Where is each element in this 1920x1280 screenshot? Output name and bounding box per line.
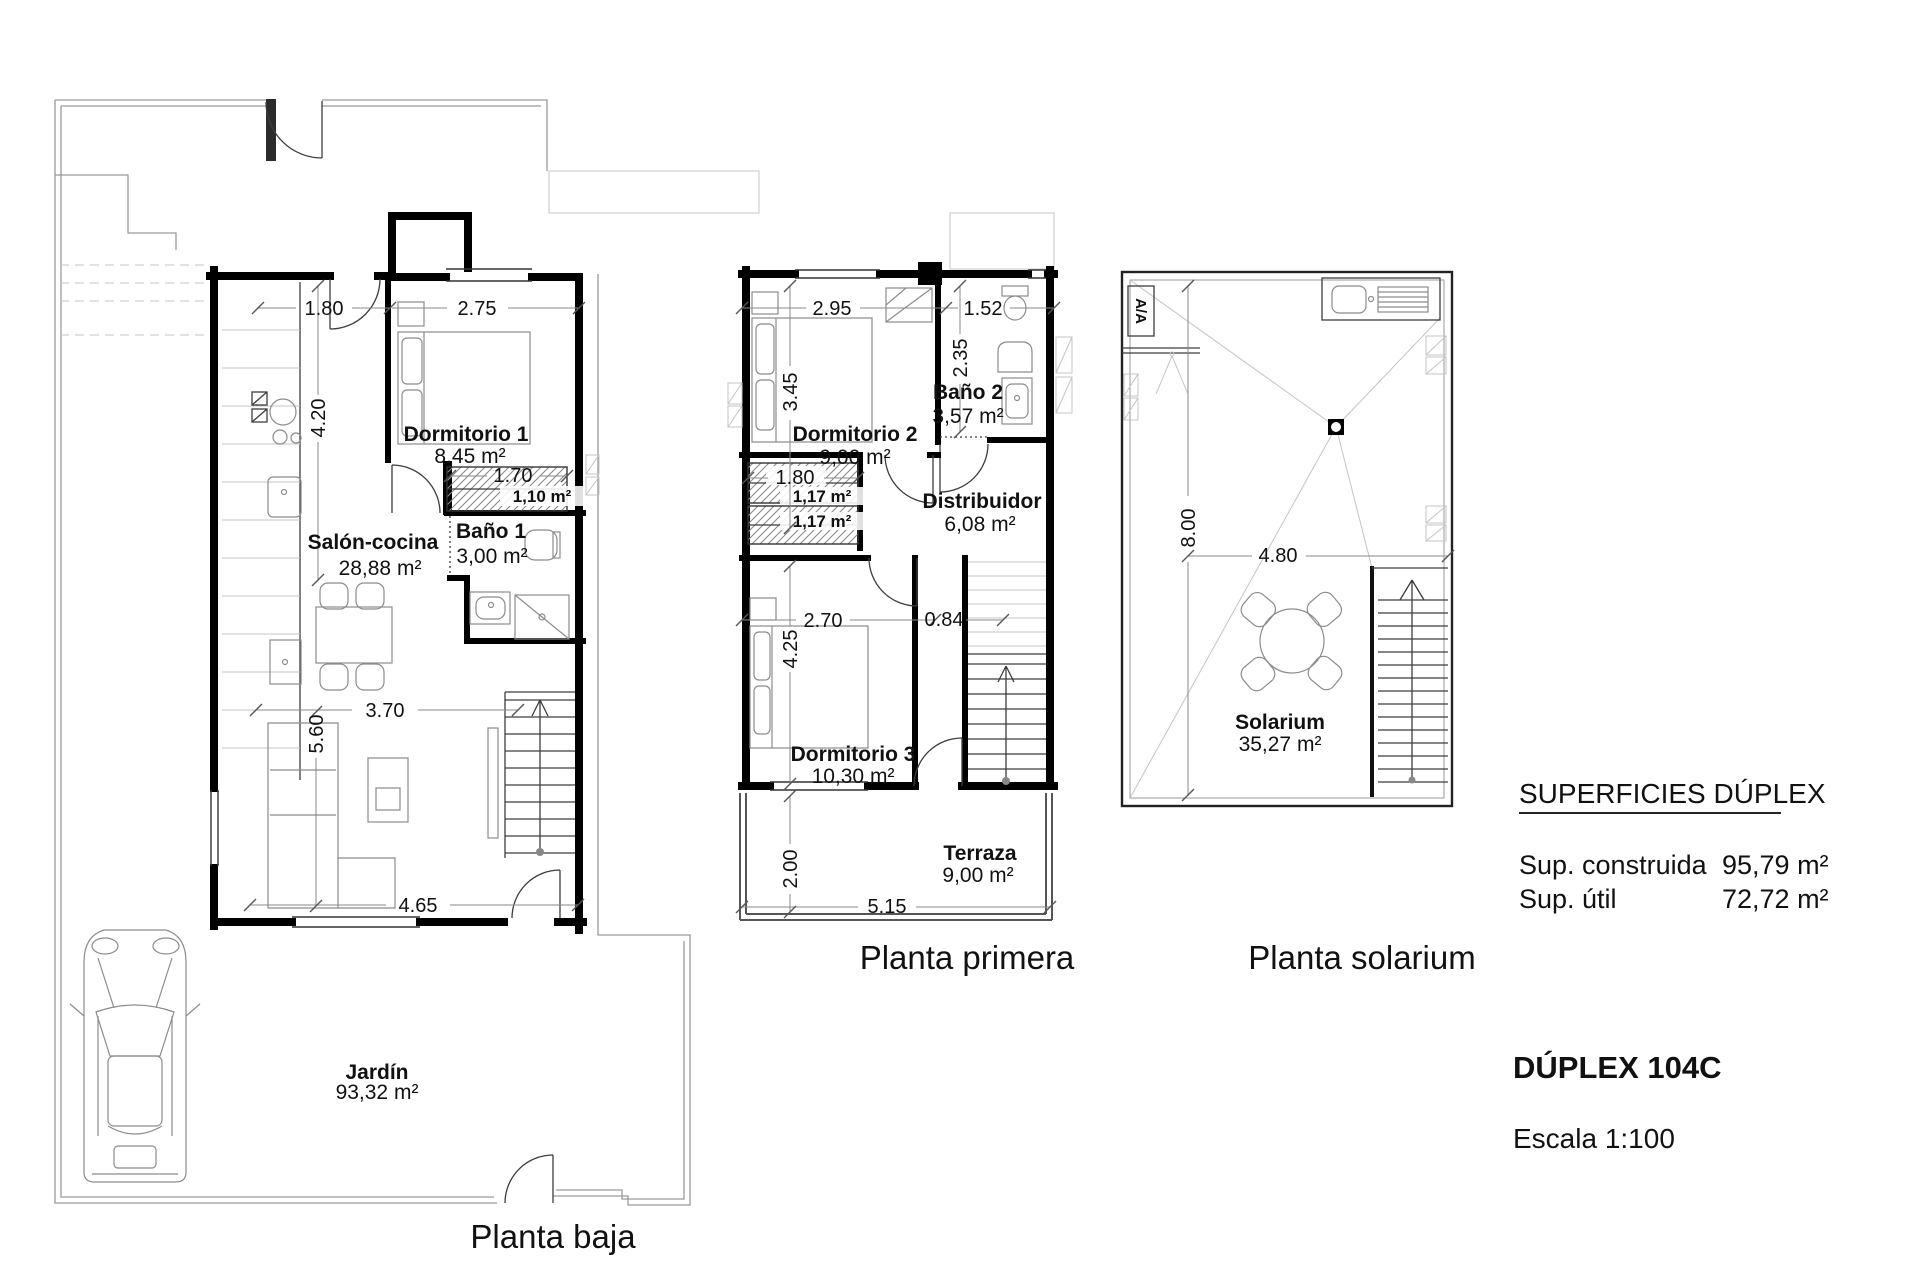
dim-terraza-height: 2.00	[780, 849, 802, 889]
dim-dorm2-width: 2.95	[812, 298, 852, 320]
plan-title-solarium: Planta solarium	[1248, 939, 1476, 976]
dim-closet-width: 1.70	[493, 465, 533, 487]
room-label-distribuidor: Distribuidor	[922, 490, 1042, 513]
lower-floor-outline	[950, 213, 1054, 269]
stairs-primera	[968, 562, 1046, 785]
dim-salon-height: 5.60	[306, 714, 328, 754]
dimensions-primera	[736, 280, 1060, 918]
tv-stand	[488, 728, 498, 838]
sup-construida-value: 95,79 m²	[1722, 850, 1829, 880]
stairs-solarium	[1372, 568, 1448, 795]
car-mirrors	[70, 1004, 200, 1016]
plan-planta-primera	[728, 213, 1075, 976]
room-area-jardin: 93,32 m²	[335, 1081, 419, 1104]
ac-label: A/A	[1132, 298, 1149, 324]
dim-solarium-width: 4.80	[1258, 545, 1298, 567]
room-label-terraza: Terraza	[943, 842, 1017, 865]
room-area-distribuidor: 6,08 m²	[944, 513, 1016, 536]
info-block	[1513, 778, 1829, 1154]
dim-dorm1-width: 2.75	[457, 298, 497, 320]
dimensions-baja	[244, 280, 585, 917]
terraza-door	[914, 738, 962, 786]
room-area-dorm1: 8,45 m²	[434, 445, 506, 468]
dim-closets-width: 1.80	[775, 467, 815, 489]
plot-gate-door-bottom	[505, 1155, 553, 1203]
plan-planta-baja	[55, 99, 759, 1255]
plan-title-primera: Planta primera	[859, 939, 1075, 976]
dorm3-door	[869, 558, 917, 606]
scale-label: Escala 1:100	[1513, 1123, 1675, 1154]
solarium-sink	[1322, 278, 1440, 320]
dim-bano2-width: 1.52	[963, 298, 1003, 320]
plot-boundary	[55, 99, 759, 1205]
kitchen-sink	[268, 477, 301, 517]
dim-solarium-height: 8.00	[1178, 508, 1200, 548]
wall-vents	[586, 455, 599, 495]
room-area-terraza: 9,00 m²	[942, 864, 1014, 887]
oven	[270, 640, 301, 684]
closet2-area: 1,17 m²	[792, 512, 852, 531]
coffee-table	[368, 758, 408, 822]
solarium-table	[1238, 589, 1346, 695]
sup-construida-label: Sup. construida	[1519, 850, 1707, 880]
entrance-door	[512, 870, 560, 918]
room-label-salon: Salón-cocina	[307, 531, 439, 554]
bano2-door	[940, 444, 988, 492]
room-label-bano1: Baño 1	[455, 520, 527, 543]
closet-area: 1,10 m²	[512, 487, 572, 506]
cooktop-burner	[270, 399, 296, 425]
room-area-bano1: 3,00 m²	[456, 545, 528, 568]
dim-kitchen-width: 1.80	[304, 298, 344, 320]
dim-kitchen-height: 4.20	[308, 398, 330, 438]
room-label-dorm1: Dormitorio 1	[403, 423, 529, 446]
duplex-title: DÚPLEX 104C	[1513, 1050, 1722, 1085]
room-label-jardin: Jardín	[345, 1061, 409, 1084]
dim-hall-width: 0.84	[924, 609, 964, 631]
sup-util-value: 72,72 m²	[1722, 884, 1829, 914]
gate-post	[266, 99, 276, 161]
dim-dorm3-width: 2.70	[803, 610, 843, 632]
room-area-dorm2: 9,00 m²	[819, 446, 891, 469]
room-label-solarium: Solarium	[1235, 711, 1325, 734]
dim-terraza-width: 5.15	[867, 896, 907, 918]
parapet-pillars	[1124, 336, 1446, 541]
stairs-baja	[505, 692, 575, 918]
dim-salon-width: 3.70	[365, 700, 405, 722]
room-label-dorm3: Dormitorio 3	[790, 743, 916, 766]
dim-dorm3-height: 4.25	[780, 629, 802, 669]
room-area-salon: 28,88 m²	[338, 557, 422, 580]
plan-title-baja: Planta baja	[470, 1218, 636, 1255]
dim-bottom-width: 4.65	[398, 895, 438, 917]
room-area-dorm3: 10,30 m²	[811, 765, 895, 788]
room-area-solarium: 35,27 m²	[1238, 733, 1322, 756]
cooktop-burner	[273, 430, 287, 444]
neighbor-outline	[549, 171, 759, 213]
sup-util-label: Sup. útil	[1519, 884, 1617, 914]
dorm1-door	[392, 465, 440, 513]
dim-dorm2-height: 3.45	[780, 372, 802, 412]
closet1-area: 1,17 m²	[792, 487, 852, 506]
room-label-dorm2: Dormitorio 2	[792, 423, 918, 446]
sofa	[268, 723, 395, 908]
dining-table	[316, 583, 392, 690]
room-area-bano2: 3,57 m²	[932, 405, 1004, 428]
plan-planta-solarium	[1122, 272, 1476, 976]
dim-bano2-height: 2.35	[950, 338, 972, 378]
superficies-heading: SUPERFICIES DÚPLEX	[1519, 778, 1826, 809]
room-label-bano2: Baño 2	[932, 381, 1004, 404]
car	[70, 930, 200, 1182]
porch	[392, 216, 468, 268]
